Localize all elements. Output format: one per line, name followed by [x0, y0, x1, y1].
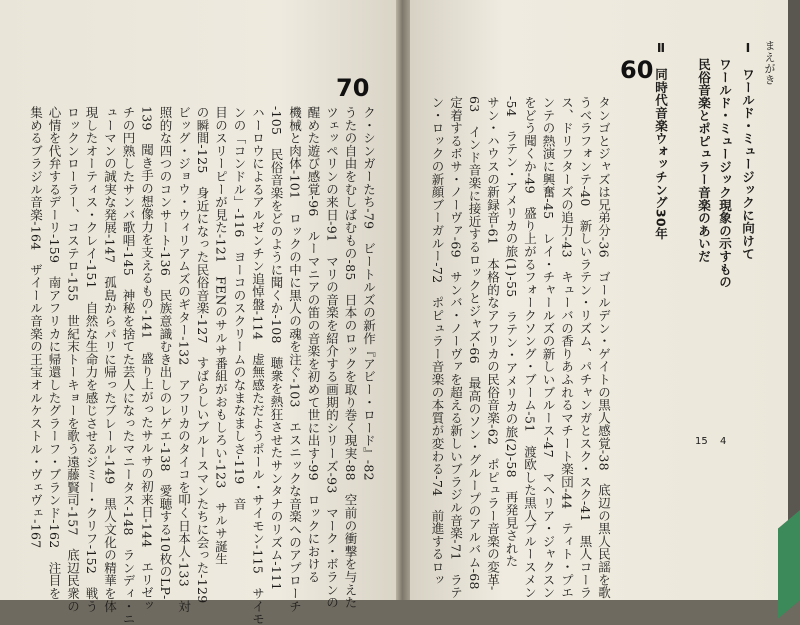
left-page-line-2: うたの自由をむしばむもの‐85 日本のロックを取り巻く現実‐88 空前の衝撃を与えた [343, 106, 358, 609]
left-page-line-3: ツェッペリンの来日‐91 マリの音楽を紹介する画期的シリーズ‐93 マーク・ボランの [324, 106, 340, 609]
section-1-title: Ⅰ ワールド・ミュージックに向けて [740, 40, 756, 261]
section-2-title: Ⅱ 同時代音楽ウォッチング30年 [653, 40, 669, 240]
left-page-line-18: 心情を代弁するデーリ‐159 南アフリカに帰還したグラーフ・ブランド‐162 注目を [47, 106, 62, 600]
section-1-subtitle: ワールド・ミュージック現象の示すもの [717, 58, 733, 289]
left-page-line-12: 照的な四つのコンサート‐136 民族意識むき出しのレゲエ‐138 愛聴する10枚のLP‐ [158, 106, 173, 600]
left-page-line-13: 139 聞き手の想像力を支えるもの‐141 盛り上がったサルサの初来日‐144 エリゼッ [139, 106, 155, 612]
right-page-number-heading: 60 [620, 56, 654, 84]
left-page-line-16: 現したオーティス・クレイ‐151 自然な生命力を感じさせるジミー・クリフ‐152 戦う [84, 106, 99, 613]
right-page-line-10: ン・ロックの新顔ブーガルー‐72 ポピュラー音楽の本質が変わる‐74 前進するロッ [430, 96, 445, 587]
left-page-line-14: チの円熟したサンバ歌唱‐145 神秘を捨てた芸人になったマニータス‐148 ランディ・ニ [121, 106, 136, 625]
right-page-line-5: をどう聞くか‐49 盛り上がるフォークソング・ブーム‐51 渡欧した黒人ブルースメン [522, 96, 538, 599]
right-page-line-3: ス、ドリフターズの追力‐43 キューバの香りあふれるマチート楽団‐44 ティト・プエ [559, 96, 575, 599]
book-gutter [396, 0, 410, 600]
left-page-line-6: ‐105 民俗音楽をどのように聞くか‐108 聴衆を熱狂させたサンタナのリズム‐111 [269, 106, 284, 591]
left-page-line-19: 集めるブラジル音楽‐164 ザイール音楽の王宝オルケストル・ヴェヴェ‐167 [28, 106, 44, 549]
right-page-line-8: 63 インド音楽に接近するロックとジャズ‐66 最高のソン・グループのアルバム‐68 [467, 96, 482, 590]
left-page-line-15: ューマンの誠実な発展‐147 孤島からパリに帰ったブレール‐149 黒人文化の精華を体 [102, 106, 118, 613]
green-cover-corner [778, 510, 800, 618]
left-page-line-17: ロックンローラー、コステロ‐155 世紀末トーキョーを歌う遠藤賢司‐157 底辺民衆の [65, 106, 81, 613]
section-1-subtitle-2: 民俗音楽とポピュラー音楽のあいだ [696, 58, 712, 263]
right-page-line-7: サン・ハウスの新録音‐61 本格的なアフリカの民俗音楽‐62 ポピュラー音楽の変革‐ [485, 96, 501, 591]
section-1-sub2-page: 15 [695, 436, 708, 447]
left-page-line-9: 目のスリーピーが見た‐121 FENのサルサ番組がおもしろい‐123 サルサ誕生 [213, 106, 229, 566]
left-page-number-heading: 70 [336, 74, 370, 102]
section-1-page: 4 [720, 436, 727, 447]
preface-heading: まえがき [763, 40, 776, 86]
right-page-line-1: タンゴとジャズは兄弟分‐36 ゴールデン・ゲイトの黒人感覚‐38 底辺の黒人民謡を歌 [596, 96, 612, 599]
left-page-line-10: の瞬間‐125 身近になった民俗音楽‐127 すばらしいブルースマンたちに会った‐129 [195, 106, 210, 604]
left-page-line-1: ク・シンガーたち‐79 ビートルズの新作『アビー・ロード』‐82 [361, 106, 377, 481]
right-page-line-2: うベラフォンテ‐40 新しいラテン・リズム、パチャンガとスク・スク‐41 黒人コーラ [578, 96, 593, 599]
right-page-line-6: ‐54 ラテン・アメリカの旅(1)‐55 ラテン・アメリカの旅(2)‐58 再発見された [504, 96, 519, 568]
right-page-line-4: ンテの熱演に興奮‐45 レイ・チャールズの新しいブルース‐47 マヘリア・ジャクスン [541, 96, 556, 599]
left-page-line-5: 機械と肉体‐101 ロックの中に黒人の魂を注ぐ‐103 エスニックな音楽へのアプローチ [287, 106, 303, 613]
right-page-line-9: 定着するボサ・ノーヴァ‐69 サンバ・ノーヴァを超える新しいブラジル音楽‐71 ラテ [448, 96, 464, 599]
left-page-line-11: ビッグ・ジョウ・ウィリアムズのギター‐132 アフリカのタイコを叩く日本人‐133 対 [176, 106, 192, 613]
left-page-line-8: ンの「コンドル」‐116 ヨーコのスクリームのなまなましさ‐119 音 [232, 106, 247, 511]
left-page-line-7: ハーロウによるアルゼンチン追悼盤‐114 虚無感ただようポール・サイモン‐115 サイモ [250, 106, 266, 625]
left-page-line-4: 醒めた遊び感覚‐96 ルーマニアの笛の音楽を初めて世に出す‐99 ロックにおける [306, 106, 321, 584]
